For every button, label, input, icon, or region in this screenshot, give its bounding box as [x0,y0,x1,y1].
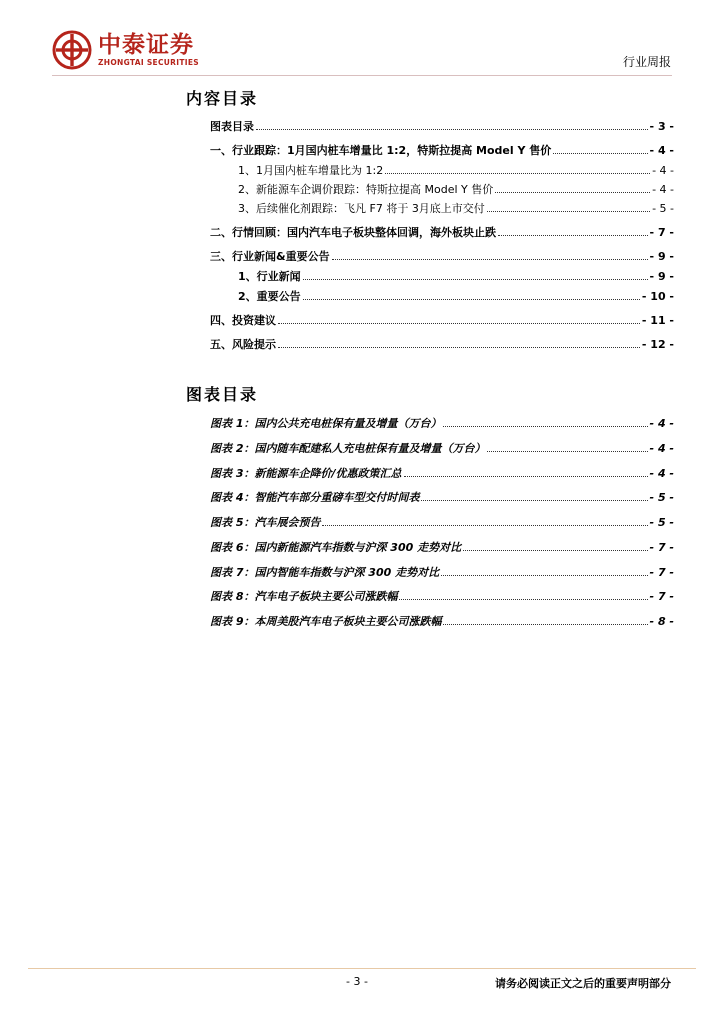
toc-entry-label: 三、行业新闻&重要公告 [210,250,330,263]
leader-dots [399,599,647,600]
toc-subentry[interactable] [238,270,674,284]
figure-entry-label: 图表 3：新能源车企降价/优惠政策汇总 [210,467,402,480]
toc-subentry[interactable] [238,164,674,178]
toc-entry-page: - 9 - [649,270,674,283]
toc-entry-page: - 10 - [641,290,674,303]
toc-entry-label: 1、行业新闻 [238,270,301,283]
toc-entry-page: - 4 - [652,164,674,177]
figure-entry-label: 图表 6：国内新能源汽车指数与沪深 300 走势对比 [210,541,462,554]
figure-entry[interactable] [210,442,674,456]
figure-entry-label: 图表 5：汽车展会预告 [210,516,321,529]
footer-divider [28,968,696,969]
toc-entry-page: - 9 - [649,250,674,263]
figure-entry-page: - 4 - [649,467,674,480]
toc-entry[interactable] [210,338,674,352]
toc-subentry[interactable] [238,202,674,216]
figure-entry[interactable] [210,590,674,604]
figure-entry-page: - 4 - [649,442,674,455]
contents-title: 内容目录 [186,89,259,108]
figures-title: 图表目录 [186,385,259,404]
report-type: 行业周报 [622,55,671,69]
toc-entry-label: 2、重要公告 [238,290,301,303]
figure-entry-page: - 5 - [649,516,674,529]
toc-entry[interactable] [210,314,674,328]
figure-entry-page: - 7 - [649,566,674,579]
footer-disclaimer: 请务必阅读正文之后的重要声明部分 [495,977,671,990]
leader-dots [443,624,647,625]
leader-dots [553,153,647,154]
toc-entry-label: 二、行情回顾：国内汽车电子板块整体回调，海外板块止跌 [210,226,496,239]
toc-entry-label: 四、投资建议 [210,314,276,327]
toc-entry-page: - 7 - [649,226,674,239]
leader-dots [332,259,648,260]
leader-dots [256,129,648,130]
toc-entry-label: 1、1月国内桩车增量比为 1:2 [238,164,384,177]
toc-entry-page: - 4 - [649,144,674,157]
toc-entry-label: 3、后续催化剂跟踪：飞凡 F7 将于 3月底上市交付 [238,202,485,215]
figure-entry-page: - 4 - [649,417,674,430]
leader-dots [443,426,647,427]
leader-dots [322,525,647,526]
toc-entry-label: 一、行业跟踪：1月国内桩车增量比 1:2，特斯拉提高 Model Y 售价 [210,144,552,157]
leader-dots [495,192,650,193]
figure-entry-label: 图表 8：汽车电子板块主要公司涨跌幅 [210,590,398,603]
figure-entry-page: - 5 - [649,491,674,504]
figure-entry[interactable] [210,615,674,629]
figure-entry[interactable] [210,467,674,481]
zhongtai-logo-icon [52,30,92,70]
leader-dots [421,500,647,501]
leader-dots [487,451,647,452]
figure-entry-label: 图表 7：国内智能车指数与沪深 300 走势对比 [210,566,440,579]
figure-entry[interactable] [210,491,674,505]
toc-entry-page: - 11 - [641,314,674,327]
page-number: - 3 - [346,975,368,988]
figure-entry-label: 图表 2：国内随车配建私人充电桩保有量及增量（万台） [210,442,486,455]
leader-dots [463,550,647,551]
toc-entry-label: 五、风险提示 [210,338,276,351]
figure-entry[interactable] [210,417,674,431]
leader-dots [278,323,640,324]
toc-entry[interactable] [210,144,674,158]
leader-dots [441,575,647,576]
leader-dots [303,299,640,300]
logo-chinese-name: 中泰证券 [98,32,194,58]
figure-entry-label: 图表 1：国内公共充电桩保有量及增量（万台） [210,417,442,430]
toc-subentry[interactable] [238,290,674,304]
leader-dots [498,235,648,236]
leader-dots [278,347,640,348]
figure-entry[interactable] [210,566,674,580]
figure-entry-label: 图表 9：本周美股汽车电子板块主要公司涨跌幅 [210,615,442,628]
leader-dots [487,211,650,212]
toc-entry[interactable] [210,226,674,240]
toc-entry-page: - 12 - [641,338,674,351]
toc-entry-page: - 3 - [649,120,674,133]
leader-dots [404,476,648,477]
header-divider [52,75,672,76]
leader-dots [385,173,650,174]
figure-entry[interactable] [210,541,674,555]
toc-entry[interactable] [210,120,674,134]
leader-dots [303,279,648,280]
company-logo [52,28,199,72]
toc-entry-page: - 5 - [652,202,674,215]
figure-entry[interactable] [210,516,674,530]
toc-entry[interactable] [210,250,674,264]
logo-english-name: ZHONGTAI SECURITIES [98,58,199,67]
toc-entry-label: 图表目录 [210,120,254,133]
toc-entry-page: - 4 - [652,183,674,196]
toc-subentry[interactable] [238,183,674,197]
figure-entry-page: - 7 - [649,590,674,603]
figure-entry-label: 图表 4：智能汽车部分重磅车型交付时间表 [210,491,420,504]
toc-entry-label: 2、新能源车企调价跟踪：特斯拉提高 Model Y 售价 [238,183,494,196]
figure-entry-page: - 8 - [649,615,674,628]
figure-entry-page: - 7 - [649,541,674,554]
